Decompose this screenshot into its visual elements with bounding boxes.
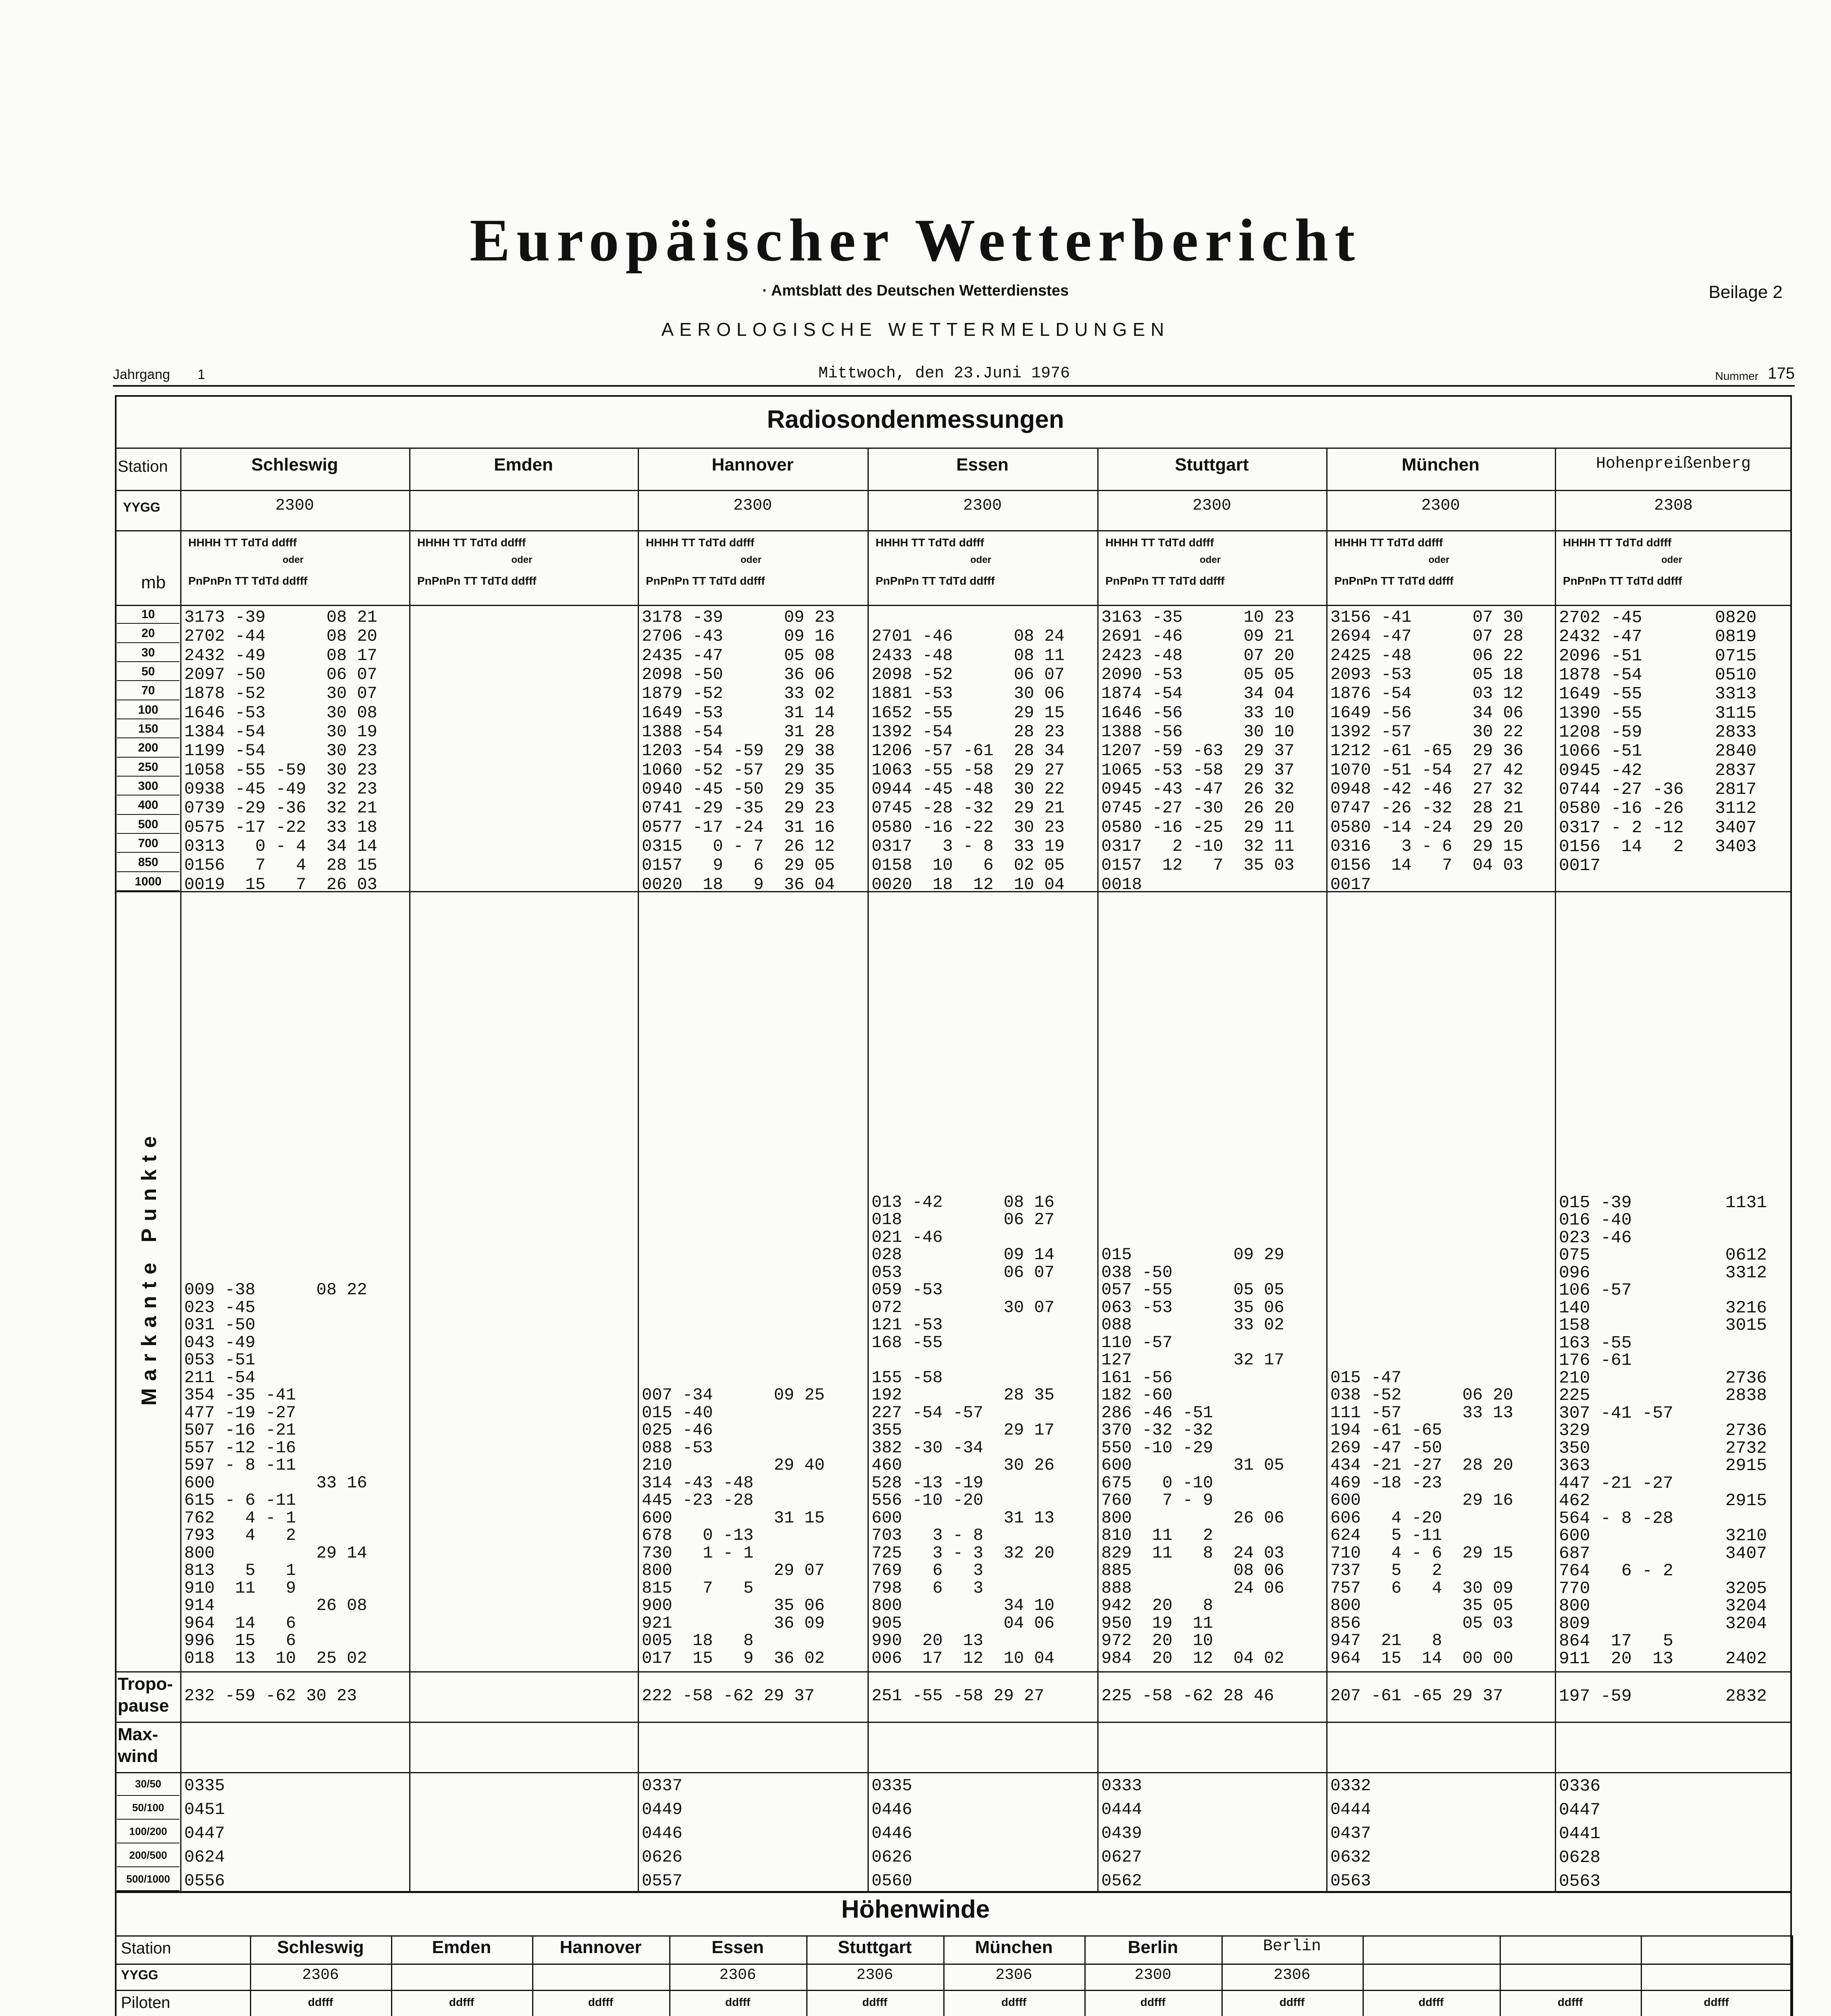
pressure-level-cell: 50: [117, 662, 179, 681]
pressure-level-cell: 20: [117, 624, 179, 643]
standard-level-data: 3178 -39 09 23 2706 -43 09 16 2435 -47 05 08 2098 -50 36 06 1879 -52 33 02 1649 -53 31 14 1388 -54 31 28 1203 -54 -59 29 38 1060 -52 -57 29 35 0940 -45 -50 29 35 0741 -29 -35 29 23 0577 -17 -24 31 16 0315 0 - 7 26 12 0157 9 6 29 05 0020 18 9 36 04: [642, 608, 835, 894]
marked-points-data: 009 -38 08 22 023 -45 031 -50 043 -49 053 -51 211 -54 354 -35 -41 477 -19 -27 507 -16 -21 557 -12 -16 597 - 8 -11 600 33 16 615 - 6 -11 762 4 - 1 793 4 2 800 29 14 813 5 1 910 11 9 914 26 08 964 14 6 996 15 6 018 13 10 25 02: [184, 1280, 367, 1668]
tropopause-data: 232 -59 -62 30 23: [184, 1686, 357, 1706]
column-header-1: HHHH TT TdTd ddfff: [876, 536, 984, 549]
marked-points-data: 013 -42 08 16 018 06 27 021 -46 028 09 14 053 06 07 059 -53 072 30 07 121 -53 168 -55 155 -58 192 28 35 227 -54 -57 355 29 17 382 -30 -34 460 30 26 528 -13 -19 556 -10 -20 600 31 13 703 3 - 8 725 3 - 3 32 20 769 6 3 798 6 3 800 34 10 905 04 06 990 20 13 006 17 12 10 04: [872, 1192, 1055, 1668]
tropopause-data: 207 -61 -65 29 37: [1330, 1686, 1503, 1706]
radiosonde-title: Radiosondenmessungen: [767, 406, 1064, 433]
column-header-oder: oder: [741, 554, 762, 565]
station-name: München: [1401, 455, 1480, 475]
tropopause-label: Tropo-pause: [118, 1674, 173, 1716]
column-header-1: HHHH TT TdTd ddfff: [188, 536, 297, 549]
hw-yygg-label: YYGG: [121, 1968, 158, 1982]
column-header-1: HHHH TT TdTd ddfff: [1105, 536, 1214, 549]
hw-station-yygg: 2306: [302, 1966, 339, 1984]
station-name: Hannover: [712, 455, 794, 475]
station-name: Hohenpreißenberg: [1596, 455, 1751, 473]
shear-data: 0335 0446 0446 0626 0560: [872, 1776, 912, 1891]
shear-level-cell: 100/200: [117, 1820, 179, 1843]
station-yygg: 2300: [733, 497, 772, 515]
marked-points-data: 015 09 29 038 -50 057 -55 05 05 063 -53 35 06 088 33 02 110 -57 127 32 17 161 -56 182 -60 286 -46 -51 370 -32 -32 550 -10 -29 600 31 05 675 0 -10 760 7 - 9 800 26 06 810 11 2 829 11 8 24 03 885 08 06 888 24 06 942 20 8 950 19 11 972 20 10 984 20 12 04 02: [1101, 1245, 1284, 1668]
standard-level-data: 2701 -46 08 24 2433 -48 08 11 2098 -52 06 07 1881 -53 30 06 1652 -55 29 15 1392 -54 28 23 1206 -57 -61 28 34 1063 -55 -58 29 27 0944 -45 -48 30 22 0745 -28 -32 29 21 0580 -16 -22 30 23 0317 3 - 8 33 19 0158 10 6 02 05 0020 18 12 10 04: [872, 627, 1065, 894]
pressure-level-cell: 850: [117, 853, 179, 872]
beilage-label: Beilage 2: [1708, 282, 1783, 302]
hw-ddfff-header: ddfff: [588, 1996, 614, 2008]
marked-points-label: Markante Punkte: [137, 1129, 161, 1406]
tropopause-data: 251 -55 -58 29 27: [872, 1686, 1045, 1706]
column-header-2: PnPnPn TT TdTd ddfff: [876, 575, 995, 587]
station-name: Emden: [494, 455, 553, 475]
meta-row: [113, 361, 1795, 387]
column-header-oder: oder: [1428, 554, 1450, 565]
station-name: Schleswig: [251, 455, 338, 475]
column-header-oder: oder: [283, 554, 304, 565]
hw-ddfff-header: ddfff: [725, 1996, 751, 2008]
shear-level-cell: 500/1000: [117, 1867, 179, 1891]
standard-level-data: 3163 -35 10 23 2691 -46 09 21 2423 -48 07 20 2090 -53 05 05 1874 -54 34 04 1646 -56 33 10 1388 -56 30 10 1207 -59 -63 29 37 1065 -53 -58 29 37 0945 -43 -47 26 32 0745 -27 -30 26 20 0580 -16 -25 29 11 0317 2 -10 32 11 0157 12 7 35 03 0018: [1101, 608, 1294, 894]
pressure-level-cell: 400: [117, 796, 179, 814]
hw-station-yygg: 2300: [1134, 1966, 1171, 1984]
hw-ddfff-header: ddfff: [1001, 1996, 1027, 2008]
hw-station-name: Hannover: [560, 1937, 642, 1957]
hw-station-label: Station: [121, 1939, 171, 1957]
station-name: Essen: [956, 455, 1009, 475]
marked-points-data: 015 -39 1131 016 -40 023 -46 075 0612 096 3312 106 -57 140 3216 158 3015 163 -55 176 -61 210 2736 225 2838 307 -41 -57 329 2736 350 2732 363 2915 447 -21 -27 462 2915 564 - 8 -28 600 3210 687 3407 764 6 - 2 770 3205 800 3204 809 3204 864 17 5 911 20 13 2402: [1559, 1192, 1767, 1668]
pressure-level-cell: 30: [117, 643, 179, 662]
station-yygg: 2308: [1654, 497, 1693, 515]
hw-station-name: Schleswig: [277, 1937, 364, 1957]
pressure-level-cell: 10: [117, 605, 179, 624]
pressure-level-cell: 200: [117, 738, 179, 757]
pressure-level-cell: 70: [117, 681, 179, 700]
nummer-value: 175: [1768, 364, 1795, 382]
shear-level-cell: 30/50: [117, 1772, 179, 1796]
hw-ddfff-header: ddfff: [1704, 1996, 1729, 2008]
hw-col-line: [1792, 1935, 1793, 2016]
mb-label: mb: [141, 573, 166, 592]
hoehenwinde-title: Höhenwinde: [841, 1895, 990, 1923]
column-header-1: HHHH TT TdTd ddfff: [1334, 536, 1443, 549]
hw-ddfff-header: ddfff: [1557, 1996, 1583, 2008]
section-title: AEROLOGISCHE WETTERMELDUNGEN: [661, 319, 1170, 340]
station-label: Station: [118, 458, 168, 475]
hw-station-name: Stuttgart: [838, 1937, 912, 1957]
shear-level-cell: 200/500: [117, 1843, 179, 1867]
nummer-label: Nummer: [1715, 370, 1758, 382]
hw-station-name: München: [975, 1937, 1053, 1957]
tropopause-data: 225 -58 -62 28 46: [1101, 1686, 1274, 1706]
hw-station-name: Emden: [432, 1937, 491, 1957]
subtitle: · Amtsblatt des Deutschen Wetterdienstes: [762, 282, 1069, 299]
pressure-level-cell: 150: [117, 719, 179, 738]
marked-points-data: 015 -47 038 -52 06 20 111 -57 33 13 194 -61 -65 269 -47 -50 434 -21 -27 28 20 469 -18 -23 600 29 16 606 4 -20 624 5 -11 710 4 - 6 29 15 737 5 2 757 6 4 30 09 800 35 05 856 05 03 947 21 8 964 15 14 00 00: [1330, 1368, 1513, 1668]
pressure-level-cell: 500: [117, 815, 179, 834]
column-header-2: PnPnPn TT TdTd ddfff: [646, 575, 765, 587]
shear-data: 0333 0444 0439 0627 0562: [1101, 1776, 1142, 1891]
column-header-2: PnPnPn TT TdTd ddfff: [1334, 575, 1454, 587]
column-header-oder: oder: [1661, 554, 1683, 565]
column-header-2: PnPnPn TT TdTd ddfff: [188, 575, 308, 587]
yygg-label: YYGG: [123, 500, 160, 514]
column-header-1: HHHH TT TdTd ddfff: [417, 536, 526, 549]
shear-data: 0335 0451 0447 0624 0556: [184, 1776, 225, 1891]
hw-ddfff-header: ddfff: [862, 1996, 888, 2008]
station-yygg: 2300: [275, 497, 314, 515]
pressure-level-cell: 100: [117, 700, 179, 719]
hw-station-name: Berlin: [1263, 1937, 1321, 1956]
hw-station-yygg: 2306: [719, 1966, 756, 1984]
shear-data: 0337 0449 0446 0626 0557: [642, 1776, 682, 1891]
pressure-level-cell: 300: [117, 777, 179, 796]
hw-station-name: Essen: [712, 1937, 764, 1957]
column-header-1: HHHH TT TdTd ddfff: [646, 536, 755, 549]
shear-data: 0336 0447 0441 0628 0563: [1559, 1776, 1601, 1891]
pressure-level-cell: 700: [117, 834, 179, 853]
station-name: Stuttgart: [1175, 455, 1249, 475]
column-header-oder: oder: [970, 554, 992, 565]
column-header-2: PnPnPn TT TdTd ddfff: [1105, 575, 1225, 587]
column-header-2: PnPnPn TT TdTd ddfff: [417, 575, 537, 587]
hw-station-yygg: 2306: [1273, 1966, 1311, 1984]
piloten-label: Piloten: [121, 1994, 171, 2012]
hw-station-name: Berlin: [1128, 1937, 1178, 1957]
maxwind-label: Max-wind: [118, 1724, 158, 1766]
station-yygg: 2300: [1192, 497, 1231, 515]
hw-ddfff-header: ddfff: [449, 1996, 474, 2008]
column-header-oder: oder: [1200, 554, 1221, 565]
marked-points-data: 007 -34 09 25 015 -40 025 -46 088 -53 210 29 40 314 -43 -48 445 -23 -28 600 31 15 678 0 -13 730 1 - 1 800 29 07 815 7 5 900 35 06 921 36 09 005 18 8 017 15 9 36 02: [642, 1385, 825, 1668]
tropopause-data: 197 -59 2832: [1559, 1686, 1767, 1706]
column-header-1: HHHH TT TdTd ddfff: [1563, 536, 1672, 549]
standard-level-data: 3156 -41 07 30 2694 -47 07 28 2425 -48 06 22 2093 -53 05 18 1876 -54 03 12 1649 -56 34 06 1392 -57 30 22 1212 -61 -65 29 36 1070 -51 -54 27 42 0948 -42 -46 27 32 0747 -26 -32 28 21 0580 -14 -24 29 20 0316 3 - 6 29 15 0156 14 7 04 03 0017: [1330, 608, 1523, 894]
date: Mittwoch, den 23.Juni 1976: [818, 364, 1070, 383]
hw-station-yygg: 2306: [856, 1966, 893, 1984]
jahrgang-label: Jahrgang: [113, 367, 170, 382]
jahrgang-value: 1: [198, 367, 205, 382]
pressure-level-cell: 250: [117, 758, 179, 777]
pressure-level-cell: 1000: [117, 872, 179, 891]
station-yygg: 2300: [963, 497, 1002, 515]
tropopause-data: 222 -58 -62 29 37: [642, 1686, 815, 1706]
shear-level-cell: 50/100: [117, 1796, 179, 1820]
shear-data: 0332 0444 0437 0632 0563: [1330, 1776, 1371, 1891]
hw-station-yygg: 2306: [995, 1966, 1032, 1984]
hw-ddfff-header: ddfff: [1418, 1996, 1444, 2008]
column-header-2: PnPnPn TT TdTd ddfff: [1563, 575, 1682, 587]
station-yygg: 2300: [1421, 497, 1460, 515]
hw-ddfff-header: ddfff: [1279, 1996, 1305, 2008]
hw-ddfff-header: ddfff: [308, 1996, 333, 2008]
hw-ddfff-header: ddfff: [1140, 1996, 1166, 2008]
column-header-oder: oder: [511, 554, 533, 565]
page-title: Europäischer Wetterbericht: [470, 207, 1361, 274]
standard-level-data: 3173 -39 08 21 2702 -44 08 20 2432 -49 08 17 2097 -50 06 07 1878 -52 30 07 1646 -53 30 08 1384 -54 30 19 1199 -54 30 23 1058 -55 -59 30 23 0938 -45 -49 32 23 0739 -29 -36 32 21 0575 -17 -22 33 18 0313 0 - 4 34 14 0156 7 4 28 15 0019 15 7 26 03: [184, 608, 377, 894]
standard-level-data: 2702 -45 0820 2432 -47 0819 2096 -51 0715 1878 -54 0510 1649 -55 3313 1390 -55 3115 1208 -59 2833 1066 -51 2840 0945 -42 2837 0744 -27 -36 2817 0580 -16 -26 3112 0317 - 2 -12 3407 0156 14 2 3403 0017: [1559, 608, 1757, 876]
